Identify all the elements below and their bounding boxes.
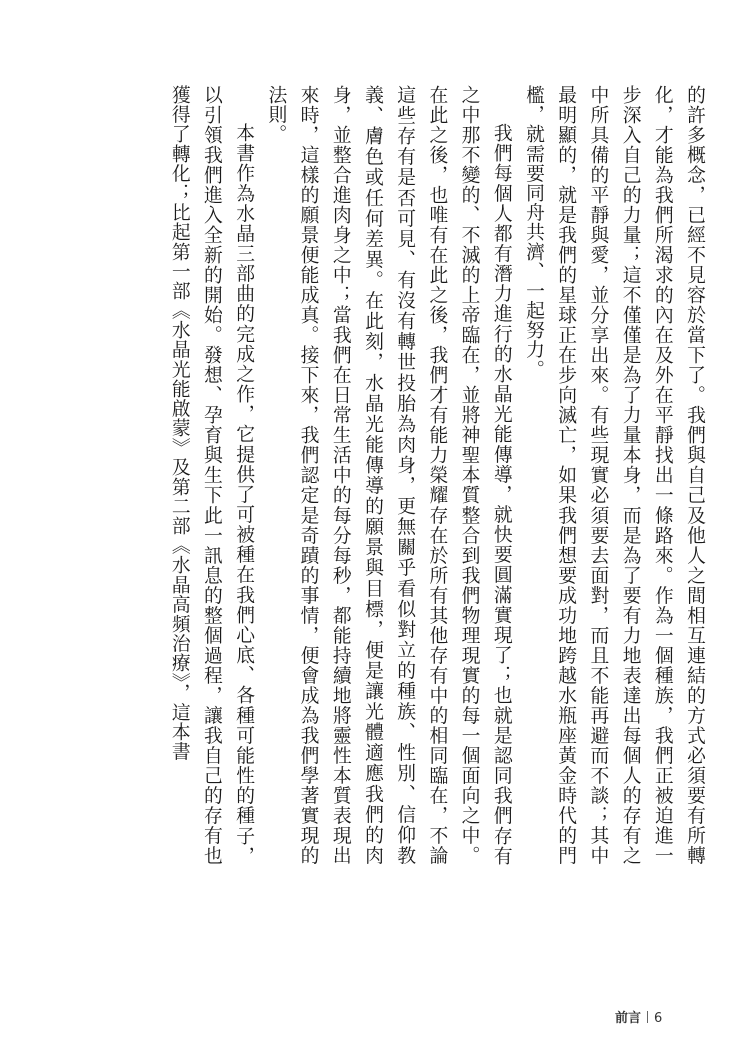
footer-divider	[647, 1011, 648, 1023]
page-number: 6	[654, 1011, 663, 1026]
paragraph-2: 我們每個人都有潛力進行的水晶光能傳導，就快要圓滿實現了；也就是認同我們存有之中那不變的、不滅的上帝臨在，並將神聖本質整合到我們物理現實的每一個面向之中。在此之後，也唯有在此之後，我們才有能力榮耀存在於所有其他存有中的相同臨在，不論這些存有是否可見、有沒有轉世投胎為肉身，更無關乎看似對立的種族、性別、信仰教義、膚色或任何差異。在此刻，水晶光能傳導的願景與目標，便是讓光體適應我們的肉身，並整合進肉身之中；當我們在日常生活中的每分每秒，都能持續地將靈性本質表現出來時，這樣的願景便能成真。接下來，我們認定是奇蹟的事情，便會成為我們學著實現的法則。	[265, 85, 512, 865]
paragraph-1: 的許多概念，已經不見容於當下了。我們與自己及他人之間相互連結的方式必須要有所轉化，才能為我們所渴求的內在及外在平靜找出一條路來。作為一個種族，我們正被迫進一步深入自己的力量；這不僅僅是為了力量本身，而是為了要有力地表達出每個人的存有之中所具備的平靜與愛，並分享出來。有些現實必須要去面對，而且不能再避而不談；其中最明顯的，就是我們的星球正在步向滅亡，如果我們想要成功地跨越水瓶座黃金時代的門檻，就需要同舟共濟、一起努力。	[522, 85, 705, 865]
page-footer	[615, 1007, 662, 1026]
paragraph-3: 本書作為水晶三部曲的完成之作，它提供了可被種在我們心底、各種可能性的種子，以引領我們進入全新的開始。發想、孕育與生下此一訊息的整個過程，讓我自己的存有也獲得了轉化；比起第一部《水晶光能啟蒙》及第二部《水晶高頻治療》，這本書	[168, 85, 255, 865]
footer-section-title: 前言	[615, 1011, 642, 1026]
vertical-text-body	[10, 85, 710, 865]
